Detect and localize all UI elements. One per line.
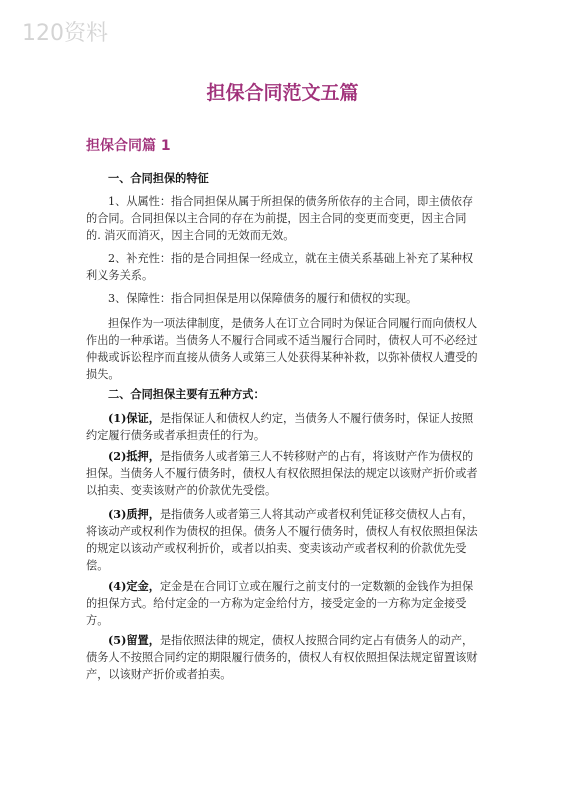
list-item-deposit	[86, 578, 479, 629]
paragraph-dependency: 1、从属性：指合同担保从属于所担保的债务所依存的主合同，即主债依存的合同。合同担保以主合同的存在为前提，因主合同的变更而变更，因主合同的. 消灭而消灭，因主合同的无效而无效。	[86, 195, 474, 242]
term-label: (1)保证，	[108, 411, 160, 425]
document-title: 担保合同范文五篇	[206, 82, 359, 104]
term-text: 是指依照法律的规定，债权人按照合同约定占有债务人的动产，债务人不按照合同约定的期限履行债务的，债权人有权依照担保法规定留置该财产，以该财产折价或者拍卖。	[86, 634, 478, 681]
watermark-logo: 120资料	[22, 21, 108, 46]
term-label: (5)留置，	[108, 633, 160, 647]
term-label: (3)质押，	[108, 507, 160, 521]
section-heading: 担保合同篇 1	[86, 138, 171, 154]
list-item-mortgage	[86, 448, 479, 499]
paragraph-supplementary: 2、补充性：指的是合同担保一经成立，就在主债关系基础上补充了某种权利义务关系。	[86, 252, 474, 282]
term-label: (4)定金，	[108, 579, 160, 593]
term-text: 是指债务人或者第三人将其动产或者权利凭证移交债权人占有，将该动产或权利作为债权的担保。债务人不履行债务时，债权人有权依照担保法的规定以该动产或权利折价，或者以拍卖、变卖该动产或者权利的价款优先受偿。	[86, 508, 478, 572]
term-text: 定金是在合同订立或在履行之前支付的一定数额的金钱作为担保的担保方式。给付定金的一方称为定金给付方，接受定金的一方称为定金接受方。	[86, 580, 474, 627]
term-text: 是指债务人或者第三人不转移财产的占有，将该财产作为债权的担保。当债务人不履行债务时，债权人有权依照担保法的规定以该财产折价或者以拍卖、变卖该财产的价款优先受偿。	[86, 450, 478, 497]
paragraph-guarantee: 3、保障性：指合同担保是用以保障债务的履行和债权的实现。	[108, 292, 418, 305]
term-label: (2)抵押，	[108, 449, 160, 463]
paragraph-legal-system: 担保作为一项法律制度，是债务人在订立合同时为保证合同履行而向债权人作出的一种承诺。当债务人不履行合同或不适当履行合同时，债权人可不必经过仲裁或诉讼程序而直接从债务人或第三人处获得某种补救，以弥补债权人遭受的损失。	[86, 317, 478, 381]
subheading-features: 一、合同担保的特征	[108, 171, 209, 185]
list-item-pledge	[86, 506, 479, 574]
subheading-five-methods: 二、合同担保主要有五种方式：	[108, 387, 265, 401]
list-item-guarantee	[86, 410, 479, 444]
term-text: 是指保证人和债权人约定，当债务人不履行债务时，保证人按照约定履行债务或者承担责任的行为。	[86, 412, 474, 442]
list-item-lien	[86, 632, 479, 683]
